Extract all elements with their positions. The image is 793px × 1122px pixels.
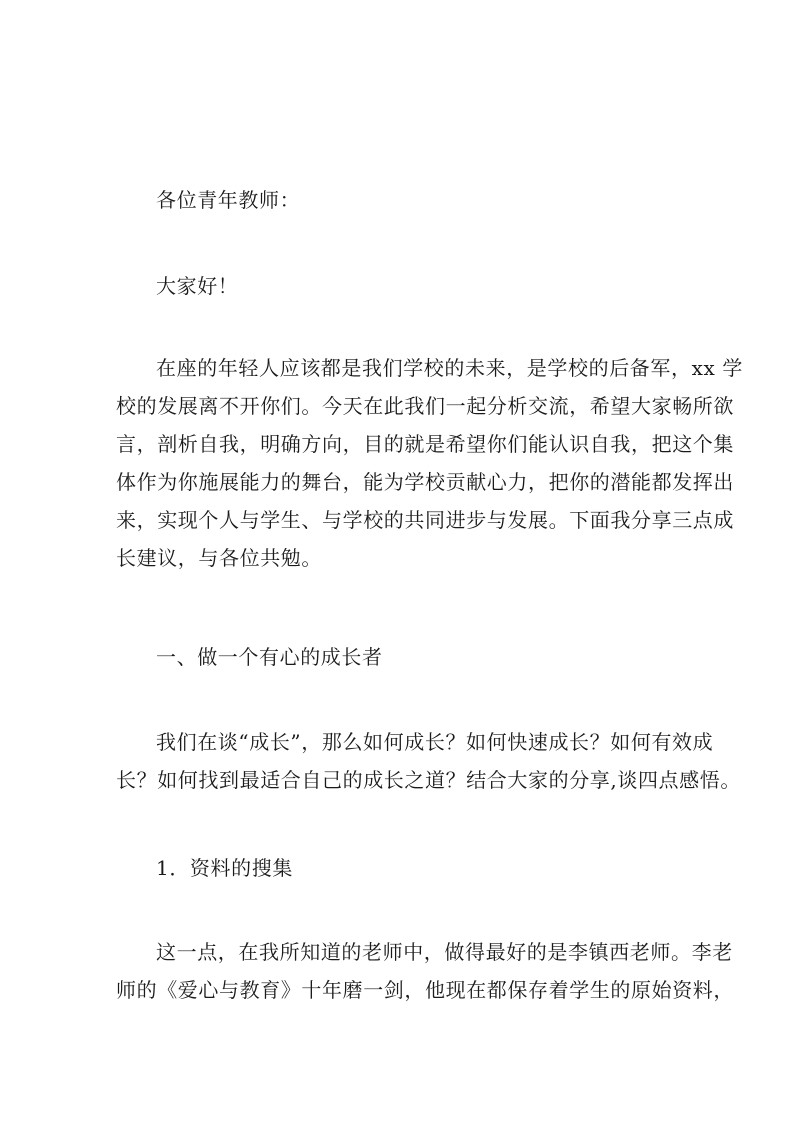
section-1-paragraph	[116, 723, 741, 799]
greeting-text: 大家好！	[156, 274, 239, 298]
subsection-1-paragraph	[116, 933, 734, 1009]
intro-line: 长建议，与各位共勉。	[116, 546, 322, 570]
subsection-1-line: 这一点，在我所知道的老师中，做得最好的是李镇西老师。李老	[156, 940, 733, 964]
subsection-heading-text: 1．资料的搜集	[156, 856, 293, 880]
salutation	[116, 181, 684, 219]
section-1-line: 我们在谈“成长”，那么如何成长？如何快速成长？如何有效成	[156, 730, 714, 754]
intro-line: 体作为你施展能力的舞台，能为学校贡献心力，把你的潜能都发挥出	[116, 470, 734, 494]
subsection-1-line: 师的《爱心与教育》十年磨一剑，他现在都保存着学生的原始资料，	[116, 978, 734, 1002]
intro-line: 来，实现个人与学生、与学校的共同进步与发展。下面我分享三点成	[116, 508, 734, 532]
greeting	[116, 267, 684, 305]
subsection-heading-1	[116, 849, 684, 887]
intro-paragraph	[116, 349, 743, 577]
section-1-line: 长？如何找到最适合自己的成长之道？结合大家的分享,谈四点感悟。	[116, 768, 741, 792]
intro-line: 在座的年轻人应该都是我们学校的未来，是学校的后备军，xx 学	[156, 356, 743, 380]
intro-line: 校的发展离不开你们。今天在此我们一起分析交流，希望大家畅所欲	[116, 394, 734, 418]
section-heading-text: 一、做一个有心的成长者	[156, 645, 383, 669]
section-heading-1	[116, 638, 684, 676]
intro-line: 言，剖析自我，明确方向，目的就是希望你们能认识自我，把这个集	[116, 432, 734, 456]
salutation-text: 各位青年教师：	[156, 188, 301, 212]
